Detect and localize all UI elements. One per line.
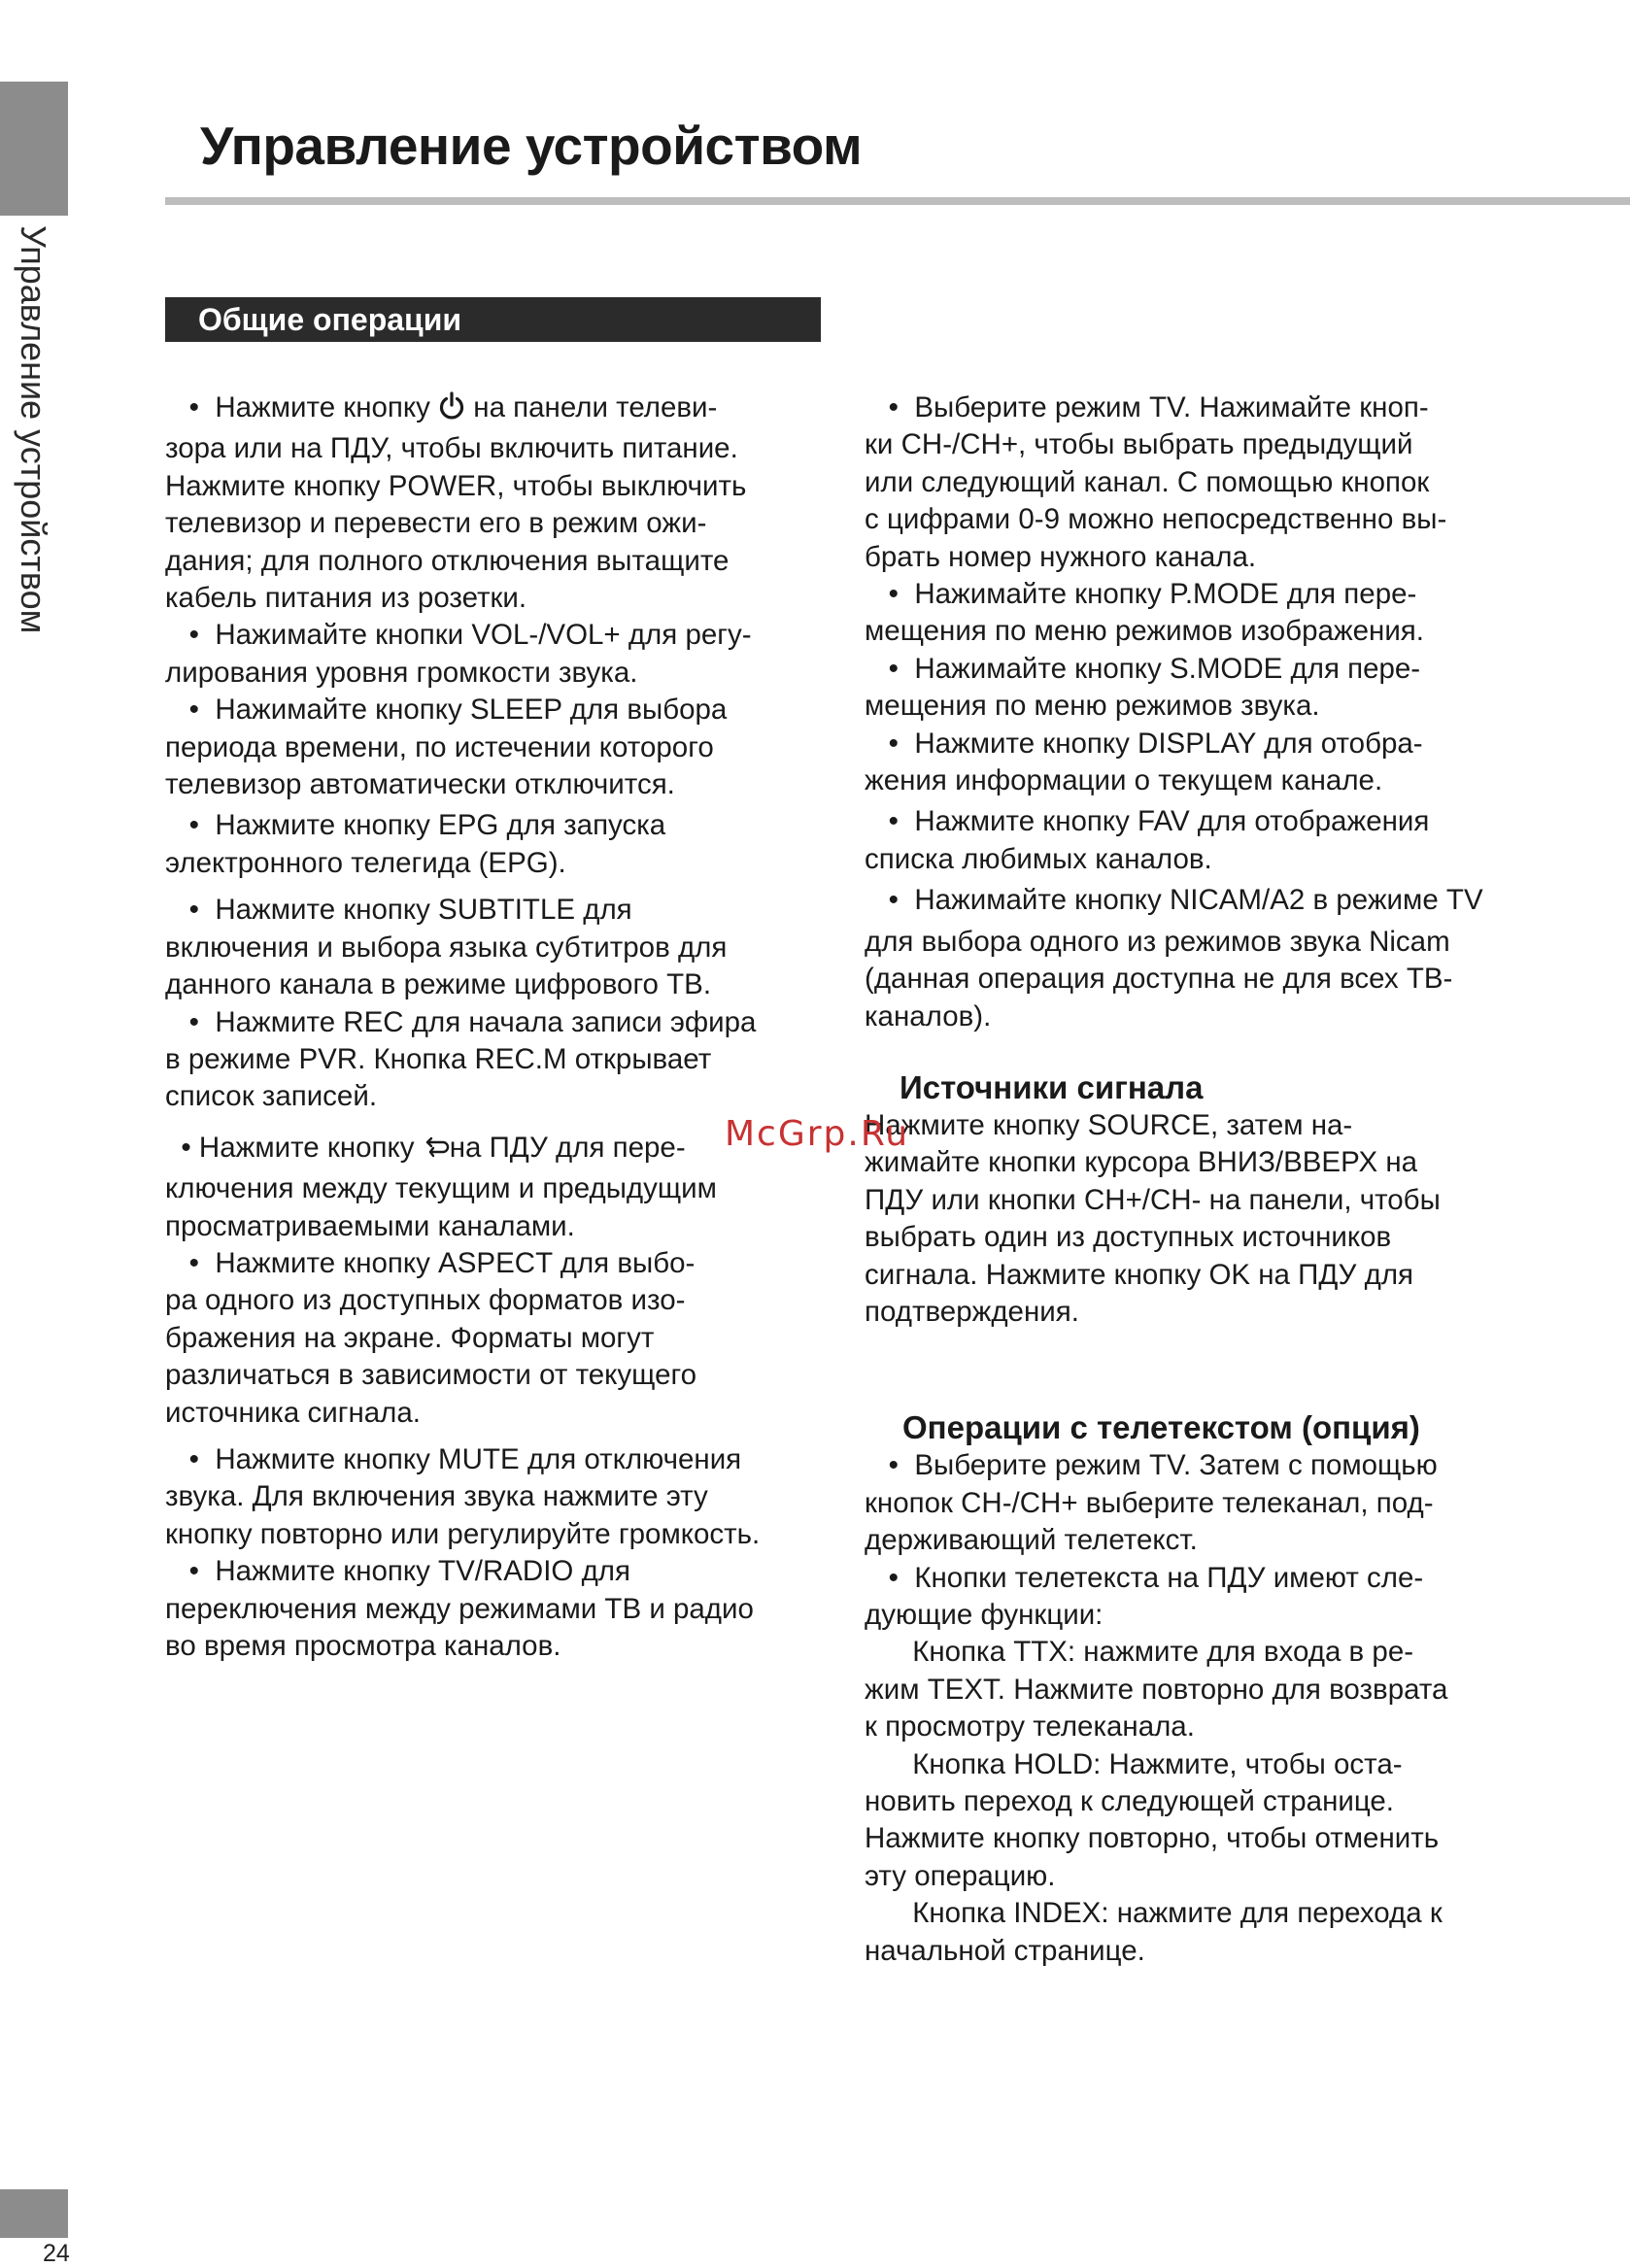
text-line: кнопок CH-/CH+ выберите телеканал, под- [865, 1486, 1434, 1519]
text-line: список записей. [165, 1080, 378, 1113]
text-line: • Нажмите кнопку ASPECT для выбо- [165, 1246, 696, 1279]
teletext-select-paragraph [865, 1447, 1622, 1559]
right-column [865, 389, 1622, 1970]
text-line: • Нажимайте кнопку S.MODE для пере- [865, 652, 1421, 685]
pmode-paragraph [865, 576, 1622, 651]
text-line: • Нажмите кнопку EPG для запуска [165, 809, 666, 842]
text-line: выбрать один из доступных источников [865, 1221, 1392, 1254]
text-line: сигнала. Нажмите кнопку OK на ПДУ для [865, 1258, 1414, 1291]
text-line: (данная операция доступна не для всех ТВ- [865, 963, 1453, 996]
vol-paragraph [165, 617, 835, 692]
text-line: брать номер нужного канала. [865, 540, 1257, 573]
text-line: переключения между режимами ТВ и радио [165, 1592, 754, 1625]
mute-paragraph [165, 1441, 835, 1553]
power-paragraph [165, 389, 835, 617]
text-line: телевизор автоматически отключится. [165, 768, 675, 801]
text-line: эту операцию. [865, 1859, 1056, 1892]
left-column [165, 389, 835, 1665]
text-line: • Выберите режим TV. Затем с помощью [865, 1449, 1438, 1482]
text-line: с цифрами 0-9 можно непосредственно вы- [865, 503, 1447, 536]
text-line: • Нажмите кнопку SUBTITLE для [165, 894, 632, 927]
text-line: Кнопка INDEX: нажмите для перехода к [912, 1897, 1443, 1930]
side-tab-marker-top [0, 82, 68, 216]
text-line: Нажмите кнопку SOURCE, затем на- [865, 1108, 1353, 1141]
fav-paragraph [865, 803, 1622, 878]
text-line: или следующий канал. С помощью кнопок [865, 465, 1430, 498]
text-line: • Нажимайте кнопку NICAM/A2 в режиме TV [865, 884, 1483, 917]
tvradio-paragraph [165, 1553, 835, 1665]
page-number: 24 [43, 2240, 70, 2267]
nicam-paragraph [865, 882, 1622, 1035]
text-line: кабель питания из розетки. [165, 582, 527, 615]
signal-paragraph [865, 1107, 1622, 1331]
text-line: дания; для полного отключения вытащите [165, 544, 730, 577]
text-line: во время просмотра каналов. [165, 1630, 561, 1662]
text-line: ра одного из доступных форматов изо- [165, 1284, 686, 1317]
text-line: телевизор и перевести его в режим ожи- [165, 507, 707, 540]
text-line: ключения между текущим и предыдущим [165, 1172, 717, 1205]
text-line: Кнопка TTX: нажмите для входа в ре- [912, 1636, 1414, 1669]
text-line: источника сигнала. [165, 1396, 421, 1429]
text-line: различаться в зависимости от текущего [165, 1359, 697, 1392]
index-paragraph [865, 1895, 1622, 1970]
text-line: • Нажмите кнопку на ПДУ для пере- [165, 1130, 835, 1170]
text-line: просматриваемыми каналами. [165, 1209, 575, 1242]
epg-paragraph [165, 807, 835, 882]
signal-sources-heading: Источники сигнала [900, 1068, 1204, 1105]
text-line: включения и выбора языка субтитров для [165, 931, 728, 964]
text-line: зора или на ПДУ, чтобы включить питание. [165, 432, 738, 465]
text-line: Кнопка HOLD: Нажмите, чтобы оста- [912, 1747, 1403, 1780]
side-section-label: Управление устройством [14, 225, 53, 634]
text-line: жим TEXT. Нажмите повторно для возврата [865, 1673, 1448, 1706]
subtitle-paragraph [165, 892, 835, 1003]
title-rule [165, 197, 1630, 205]
text-line: кнопку повторно или регулируйте громкость. [165, 1517, 761, 1550]
text-line: электронного телегида (EPG). [165, 846, 566, 879]
text-line: • Выберите режим TV. Нажимайте кноп- [865, 391, 1429, 423]
display-paragraph [865, 726, 1622, 800]
teletext-keys-paragraph [865, 1560, 1622, 1635]
text-line: • Нажмите кнопку DISPLAY для отобра- [865, 727, 1423, 760]
text-line: мещения по меню режимов звука. [865, 690, 1320, 723]
text-line: • Нажмите REC для начала записи эфира [165, 1005, 757, 1038]
rec-paragraph [165, 1004, 835, 1116]
text-line: подтверждения. [865, 1295, 1079, 1328]
text-line: держивающий телетекст. [865, 1524, 1198, 1557]
text-line: для выбора одного из режимов звука Nicam [865, 925, 1450, 958]
text-line: • Кнопки телетекста на ПДУ имеют сле- [865, 1561, 1424, 1594]
text-line: звука. Для включения звука нажмите эту [165, 1480, 708, 1513]
text-line: новить переход к следующей странице. [865, 1785, 1395, 1817]
tv-paragraph [865, 389, 1622, 576]
text-line: мещения по меню режимов изображения. [865, 615, 1424, 648]
text-line: ПДУ или кнопки CH+/CH- на панели, чтобы [865, 1183, 1441, 1216]
power-icon [438, 391, 465, 430]
text-line: каналов). [865, 999, 992, 1032]
side-tab-marker-bottom [0, 2189, 68, 2238]
text-line: жения информации о текущем канале. [865, 764, 1383, 797]
text-line: Нажмите кнопку POWER, чтобы выключить [165, 469, 747, 502]
page-title: Управление устройством [200, 116, 863, 176]
text-line: • Нажимайте кнопку P.MODE для пере- [865, 578, 1417, 611]
hold-paragraph [865, 1746, 1622, 1896]
text-line: дующие функции: [865, 1598, 1104, 1631]
text-line: жимайте кнопки курсора ВНИЗ/ВВЕРХ на [865, 1146, 1418, 1179]
smode-paragraph [865, 651, 1622, 726]
text-line: начальной странице. [865, 1934, 1145, 1967]
aspect-paragraph [165, 1245, 835, 1432]
teletext-heading: Операции с телетекстом (опция) [902, 1409, 1420, 1446]
text-line: периода времени, по истечении которого [165, 730, 714, 763]
text-line: лирования уровня громкости звука. [165, 656, 638, 689]
sleep-paragraph [165, 692, 835, 803]
text-line: бражения на экране. Форматы могут [165, 1321, 655, 1354]
text-line: • Нажимайте кнопку SLEEP для выбора [165, 694, 728, 727]
text-line: к просмотру телеканала. [865, 1710, 1195, 1743]
text-line: в режиме PVR. Кнопка REC.M открывает [165, 1042, 712, 1075]
text-line: данного канала в режиме цифрового ТВ. [165, 968, 712, 1001]
watermark-text: McGrp.Ru [725, 1114, 910, 1154]
text-line: • Нажмите кнопку TV/RADIO для [165, 1555, 630, 1588]
text-line: списка любимых каналов. [865, 842, 1212, 875]
recall-icon [423, 1134, 450, 1170]
ttx-paragraph [865, 1634, 1622, 1745]
text-line: ки CH-/CH+, чтобы выбрать предыдущий [865, 428, 1413, 461]
text-line: • Нажимайте кнопки VOL-/VOL+ для регу- [165, 619, 752, 652]
text-line: • Нажмите кнопку на панели телеви- [165, 389, 835, 430]
text-line: • Нажмите кнопку FAV для отображения [865, 805, 1430, 838]
text-line: Нажмите кнопку повторно, чтобы отменить [865, 1822, 1440, 1855]
section-heading-general: Общие операции [165, 297, 821, 342]
text-line: • Нажмите кнопку MUTE для отключения [165, 1442, 742, 1475]
